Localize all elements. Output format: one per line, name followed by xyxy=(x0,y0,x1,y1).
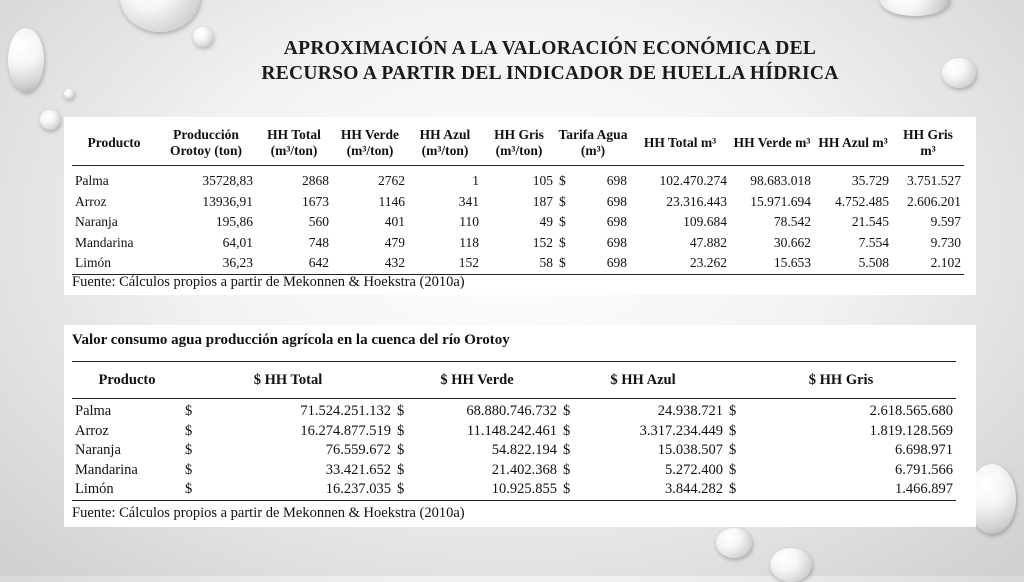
cell-azul-m3: 4.752.485 xyxy=(835,193,889,209)
cell-verde-m3: 98.683.018 xyxy=(750,173,811,188)
cell-hh-total: 748 xyxy=(308,234,329,250)
column-header: Producto xyxy=(87,135,141,150)
table-row xyxy=(72,233,964,254)
cell-verde-m3: 78.542 xyxy=(773,214,811,229)
cell-hh-verde: 479 xyxy=(384,234,405,250)
cell-currency: $ xyxy=(559,214,566,229)
cell-produccion: 195,86 xyxy=(215,214,253,229)
cell-hh-total-value: 33.421.652 xyxy=(325,461,391,478)
cell-producto: Limón xyxy=(75,255,111,270)
cell-hh-total: 642 xyxy=(308,255,329,270)
cell-producto: Arroz xyxy=(75,193,107,209)
water-drop-decoration xyxy=(120,0,200,32)
cell-currency: $ xyxy=(729,442,737,458)
water-drop-decoration xyxy=(40,110,60,130)
column-header: $ HH Total xyxy=(253,372,323,388)
cell-total-m3: 23.316.443 xyxy=(666,193,727,209)
cell-currency: $ xyxy=(397,422,405,439)
column-header: HH Gris m³ xyxy=(903,127,953,158)
cell-tarifa: 698 xyxy=(606,255,627,270)
slide-title xyxy=(190,36,910,86)
cell-hh-verde: 401 xyxy=(384,214,405,229)
water-drop-decoration xyxy=(716,528,752,558)
table-header-row xyxy=(72,121,964,166)
cell-verde-m3: 15.971.694 xyxy=(750,193,811,209)
table-header-row xyxy=(72,369,956,399)
cell-hh-azul-value: 24.938.721 xyxy=(657,403,723,419)
table-source-note: Fuente: Cálculos propios a partir de Mekonnen & Hoekstra (2010a) xyxy=(72,274,465,290)
column-header: HH Verde (m³/ton) xyxy=(340,127,400,158)
cell-tarifa: 698 xyxy=(606,173,627,188)
column-header: $ HH Azul xyxy=(610,372,676,388)
cell-gris-m3: 2.102 xyxy=(930,255,961,270)
cell-hh-gris-value: 1.466.897 xyxy=(895,481,953,497)
column-header: HH Gris (m³/ton) xyxy=(494,127,544,158)
water-footprint-table xyxy=(72,121,964,275)
cell-currency: $ xyxy=(185,422,193,439)
cell-producto: Mandarina xyxy=(75,234,134,250)
cell-hh-gris: 49 xyxy=(539,214,553,229)
table-row xyxy=(72,166,964,192)
cell-produccion: 35728,83 xyxy=(202,173,253,188)
cell-hh-gris-value: 6.698.971 xyxy=(895,442,953,458)
cell-producto: Limón xyxy=(75,481,114,497)
cell-produccion: 64,01 xyxy=(222,234,253,250)
cell-currency: $ xyxy=(559,193,566,209)
slide-title-line2: RECURSO A PARTIR DEL INDICADOR DE HUELLA HÍDRICA xyxy=(261,63,839,84)
cell-producto: Arroz xyxy=(75,422,109,439)
cell-hh-azul: 341 xyxy=(458,193,479,209)
table-source-note: Fuente: Cálculos propios a partir de Mekonnen & Hoekstra (2010a) xyxy=(72,505,465,521)
cell-hh-total-value: 71.524.251.132 xyxy=(300,403,391,419)
cell-hh-gris-value: 1.819.128.569 xyxy=(869,422,953,439)
cell-producto: Mandarina xyxy=(75,461,138,478)
cell-total-m3: 47.882 xyxy=(689,234,727,250)
cell-hh-azul: 1 xyxy=(472,173,479,188)
cell-hh-gris: 187 xyxy=(532,193,553,209)
cell-azul-m3: 21.545 xyxy=(851,214,889,229)
cell-hh-azul: 110 xyxy=(459,214,479,229)
cell-currency: $ xyxy=(397,461,405,478)
cell-hh-azul-value: 15.038.507 xyxy=(657,442,723,458)
cell-hh-azul-value: 3.844.282 xyxy=(665,481,723,497)
cell-hh-total-value: 76.559.672 xyxy=(325,442,391,458)
cell-verde-m3: 30.662 xyxy=(773,234,811,250)
cell-gris-m3: 3.751.527 xyxy=(907,173,961,188)
column-header: HH Azul m³ xyxy=(818,135,888,150)
water-footprint-table-panel xyxy=(64,117,976,295)
cell-hh-verde-value: 54.822.194 xyxy=(491,442,557,458)
cell-hh-verde: 432 xyxy=(384,255,405,270)
cell-currency: $ xyxy=(185,461,193,478)
cell-hh-gris-value: 2.618.565.680 xyxy=(869,403,953,419)
cell-total-m3: 109.684 xyxy=(683,214,727,229)
water-value-table xyxy=(72,369,956,501)
column-header: $ HH Verde xyxy=(440,372,514,388)
slide-title-line1: APROXIMACIÓN A LA VALORACIÓN ECONÓMICA DEL xyxy=(283,38,817,59)
cell-hh-verde-value: 68.880.746.732 xyxy=(466,403,557,419)
cell-currency: $ xyxy=(729,481,737,497)
cell-currency: $ xyxy=(729,403,737,419)
cell-currency: $ xyxy=(397,403,405,419)
cell-tarifa: 698 xyxy=(606,193,627,209)
table-row xyxy=(72,253,964,274)
cell-hh-verde-value: 10.925.855 xyxy=(491,481,557,497)
cell-currency: $ xyxy=(397,442,405,458)
cell-hh-azul-value: 5.272.400 xyxy=(665,461,723,478)
cell-hh-total-value: 16.237.035 xyxy=(325,481,391,497)
cell-produccion: 13936,91 xyxy=(202,193,253,209)
cell-currency: $ xyxy=(559,255,566,270)
cell-hh-gris: 152 xyxy=(532,234,553,250)
cell-producto: Naranja xyxy=(75,214,118,229)
table-row xyxy=(72,441,956,461)
cell-currency: $ xyxy=(559,173,566,188)
cell-hh-total: 1673 xyxy=(302,193,329,209)
cell-azul-m3: 35.729 xyxy=(851,173,889,188)
cell-total-m3: 102.470.274 xyxy=(659,173,727,188)
cell-currency: $ xyxy=(559,234,566,250)
cell-currency: $ xyxy=(563,422,571,439)
cell-hh-gris: 58 xyxy=(539,255,553,270)
column-header: HH Verde m³ xyxy=(733,135,811,150)
cell-hh-verde: 2762 xyxy=(378,173,405,188)
cell-currency: $ xyxy=(185,442,193,458)
cell-gris-m3: 9.597 xyxy=(930,214,961,229)
column-header: HH Total (m³/ton) xyxy=(267,127,321,158)
column-header: Producto xyxy=(98,372,156,388)
caption-divider xyxy=(72,361,956,362)
table-row xyxy=(72,461,956,481)
water-drop-decoration xyxy=(64,89,74,99)
water-drop-decoration xyxy=(880,0,950,16)
cell-tarifa: 698 xyxy=(606,234,627,250)
cell-hh-total: 560 xyxy=(308,214,329,229)
cell-azul-m3: 5.508 xyxy=(858,255,889,270)
column-header: HH Total m³ xyxy=(643,135,717,150)
cell-producto: Naranja xyxy=(75,442,121,458)
table-row xyxy=(72,192,964,213)
cell-hh-total-value: 16.274.877.519 xyxy=(300,422,391,439)
water-value-table-panel xyxy=(64,325,976,527)
cell-total-m3: 23.262 xyxy=(689,255,727,270)
cell-hh-verde: 1146 xyxy=(378,193,405,209)
cell-hh-verde-value: 11.148.242.461 xyxy=(466,422,557,439)
column-header: Producción Orotoy (ton) xyxy=(169,127,243,158)
cell-azul-m3: 7.554 xyxy=(858,234,889,250)
column-header: $ HH Gris xyxy=(808,372,874,388)
cell-hh-gris-value: 6.791.566 xyxy=(895,461,953,478)
cell-hh-azul: 118 xyxy=(459,234,479,250)
cell-gris-m3: 9.730 xyxy=(930,234,961,250)
cell-tarifa: 698 xyxy=(606,214,627,229)
column-header: Tarifa Agua (m³) xyxy=(558,127,628,158)
cell-produccion: 36,23 xyxy=(222,255,253,270)
cell-hh-azul: 152 xyxy=(458,255,479,270)
cell-hh-gris: 105 xyxy=(532,173,553,188)
cell-currency: $ xyxy=(185,481,193,497)
table-row xyxy=(72,422,956,442)
water-drop-decoration xyxy=(942,58,976,88)
table-row xyxy=(72,480,956,500)
cell-currency: $ xyxy=(397,481,405,497)
table-row xyxy=(72,212,964,233)
cell-currency: $ xyxy=(729,461,737,478)
cell-currency: $ xyxy=(563,442,571,458)
water-drop-decoration xyxy=(8,28,44,92)
cell-producto: Palma xyxy=(75,173,109,188)
cell-currency: $ xyxy=(563,481,571,497)
cell-gris-m3: 2.606.201 xyxy=(907,193,961,209)
cell-hh-verde-value: 21.402.368 xyxy=(491,461,557,478)
cell-currency: $ xyxy=(563,461,571,478)
cell-verde-m3: 15.653 xyxy=(773,255,811,270)
cell-producto: Palma xyxy=(75,403,112,419)
table-caption: Valor consumo agua producción agrícola en la cuenca del río Orotoy xyxy=(72,332,510,348)
cell-hh-azul-value: 3.317.234.449 xyxy=(639,422,723,439)
water-drop-decoration xyxy=(770,548,812,582)
table-row xyxy=(72,399,956,422)
cell-currency: $ xyxy=(563,403,571,419)
cell-hh-total: 2868 xyxy=(302,173,329,188)
cell-currency: $ xyxy=(185,403,193,419)
cell-currency: $ xyxy=(729,422,737,439)
column-header: HH Azul (m³/ton) xyxy=(419,127,471,158)
